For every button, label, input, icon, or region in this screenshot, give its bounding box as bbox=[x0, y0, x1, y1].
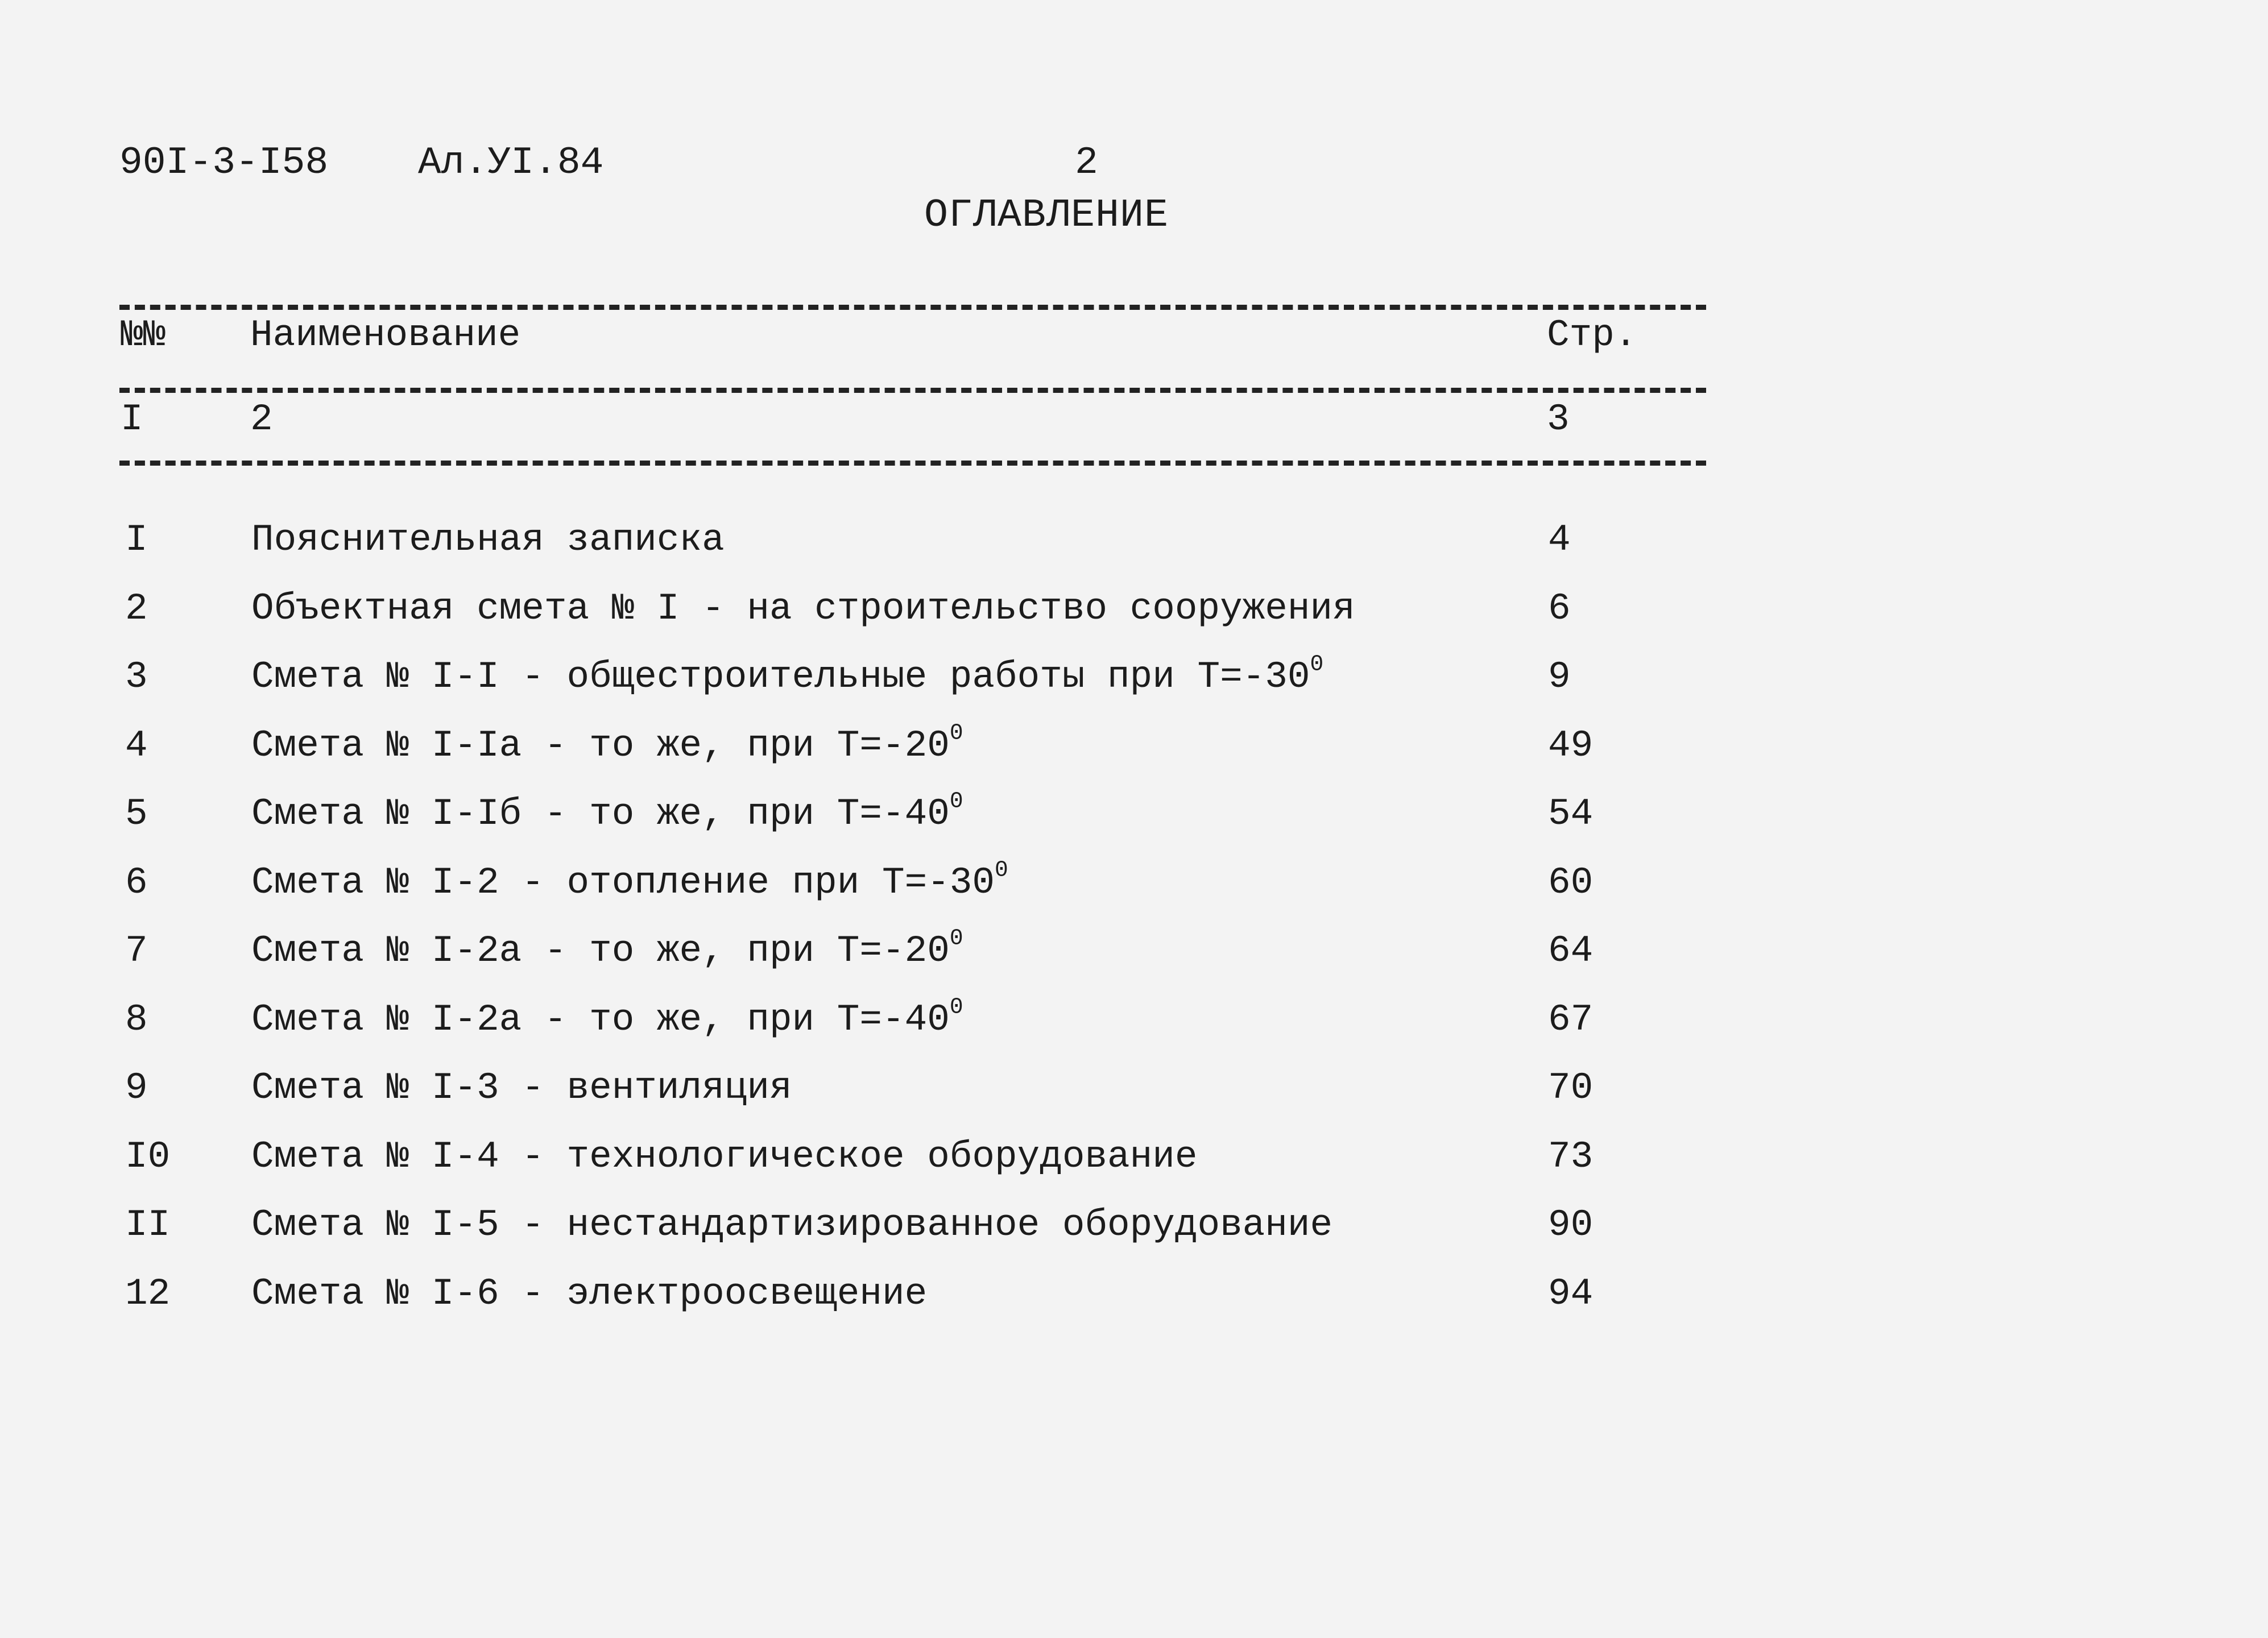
entry-number: 2 bbox=[125, 587, 148, 630]
header-separator-rule bbox=[119, 388, 1706, 393]
entry-title-text: Смета № I-2а - то же, при Т=-20 bbox=[251, 930, 950, 972]
table-row bbox=[0, 925, 2268, 986]
entry-title-text: Пояснительная записка bbox=[251, 519, 725, 561]
entry-title bbox=[251, 856, 1008, 904]
column-header-page: Стр. bbox=[1547, 314, 1637, 356]
album-number: Ал.УI.84 bbox=[418, 141, 604, 185]
entry-number: 4 bbox=[125, 724, 148, 767]
entry-title-text: Смета № I-Iа - то же, при Т=-20 bbox=[251, 724, 950, 767]
degree-mark: 0 bbox=[949, 925, 963, 951]
entry-title bbox=[251, 993, 963, 1041]
entry-title-text: Смета № I-3 - вентиляция bbox=[251, 1067, 792, 1109]
entry-page: 94 bbox=[1548, 1272, 1594, 1315]
entry-number: 3 bbox=[125, 656, 148, 698]
entry-page: 73 bbox=[1548, 1135, 1594, 1178]
degree-mark: 0 bbox=[995, 856, 1008, 882]
entry-page: 64 bbox=[1548, 930, 1594, 972]
entry-page: 9 bbox=[1548, 656, 1571, 698]
entry-title-text: Смета № I-4 - технологическое оборудование bbox=[251, 1135, 1198, 1178]
entry-title bbox=[251, 1135, 1197, 1178]
degree-mark: 0 bbox=[1310, 651, 1324, 677]
document-code: 90I-3-I58 bbox=[119, 141, 329, 185]
entry-title bbox=[251, 1272, 927, 1315]
table-body-rule bbox=[119, 461, 1706, 466]
table-row bbox=[0, 519, 2268, 575]
entry-page: 4 bbox=[1548, 519, 1571, 561]
entry-title bbox=[251, 719, 963, 767]
entry-page: 54 bbox=[1548, 793, 1594, 835]
page-title: ОГЛАВЛЕНИЕ bbox=[924, 193, 1169, 238]
entry-title bbox=[251, 651, 1324, 698]
table-row bbox=[0, 651, 2268, 712]
entry-title-text: Смета № I-I - общестроительные работы при Т=-30 bbox=[251, 656, 1310, 698]
entry-page: 60 bbox=[1548, 861, 1594, 904]
column-header-name: Наименование bbox=[250, 314, 521, 356]
degree-mark: 0 bbox=[949, 788, 963, 814]
degree-mark: 0 bbox=[949, 719, 963, 745]
entry-page: 70 bbox=[1548, 1067, 1594, 1109]
entry-page: 6 bbox=[1548, 587, 1571, 630]
table-row bbox=[0, 1135, 2268, 1192]
page-number: 2 bbox=[1075, 141, 1098, 185]
entry-title-text: Смета № I-Iб - то же, при Т=-40 bbox=[251, 793, 950, 835]
entry-number: 6 bbox=[125, 861, 148, 904]
table-row bbox=[0, 719, 2268, 781]
table-row bbox=[0, 587, 2268, 644]
table-row bbox=[0, 788, 2268, 849]
entry-number: 12 bbox=[125, 1272, 171, 1315]
column-number-1: I bbox=[121, 398, 143, 441]
entry-title bbox=[251, 587, 1355, 630]
column-header-num: №№ bbox=[121, 314, 166, 356]
table-row bbox=[0, 1272, 2268, 1329]
degree-mark: 0 bbox=[949, 993, 963, 1019]
table-row bbox=[0, 1204, 2268, 1260]
entry-number: 7 bbox=[125, 930, 148, 972]
entry-title bbox=[251, 1067, 792, 1109]
entry-page: 67 bbox=[1548, 998, 1594, 1041]
column-number-3: 3 bbox=[1547, 398, 1570, 441]
entry-number: 8 bbox=[125, 998, 148, 1041]
entry-title bbox=[251, 925, 963, 972]
table-top-rule bbox=[119, 305, 1706, 310]
entry-title-text: Смета № I-2 - отопление при Т=-30 bbox=[251, 861, 995, 904]
entry-title-text: Смета № I-6 - электроосвещение bbox=[251, 1272, 928, 1315]
entry-number: I bbox=[125, 519, 148, 561]
entry-number: 9 bbox=[125, 1067, 148, 1109]
entry-title-text: Смета № I-5 - нестандартизированное оборудование bbox=[251, 1204, 1333, 1246]
entry-title bbox=[251, 519, 725, 561]
entry-page: 49 bbox=[1548, 724, 1594, 767]
entry-number: 5 bbox=[125, 793, 148, 835]
entry-number: I0 bbox=[125, 1135, 171, 1178]
table-row bbox=[0, 1067, 2268, 1123]
table-row bbox=[0, 993, 2268, 1055]
entry-title bbox=[251, 1204, 1332, 1246]
entry-title bbox=[251, 788, 963, 835]
entry-number: II bbox=[125, 1204, 171, 1246]
entry-page: 90 bbox=[1548, 1204, 1594, 1246]
table-row bbox=[0, 856, 2268, 918]
entry-title-text: Объектная смета № I - на строительство сооружения bbox=[251, 587, 1355, 630]
column-number-2: 2 bbox=[250, 398, 273, 441]
entry-title-text: Смета № I-2а - то же, при Т=-40 bbox=[251, 998, 950, 1041]
